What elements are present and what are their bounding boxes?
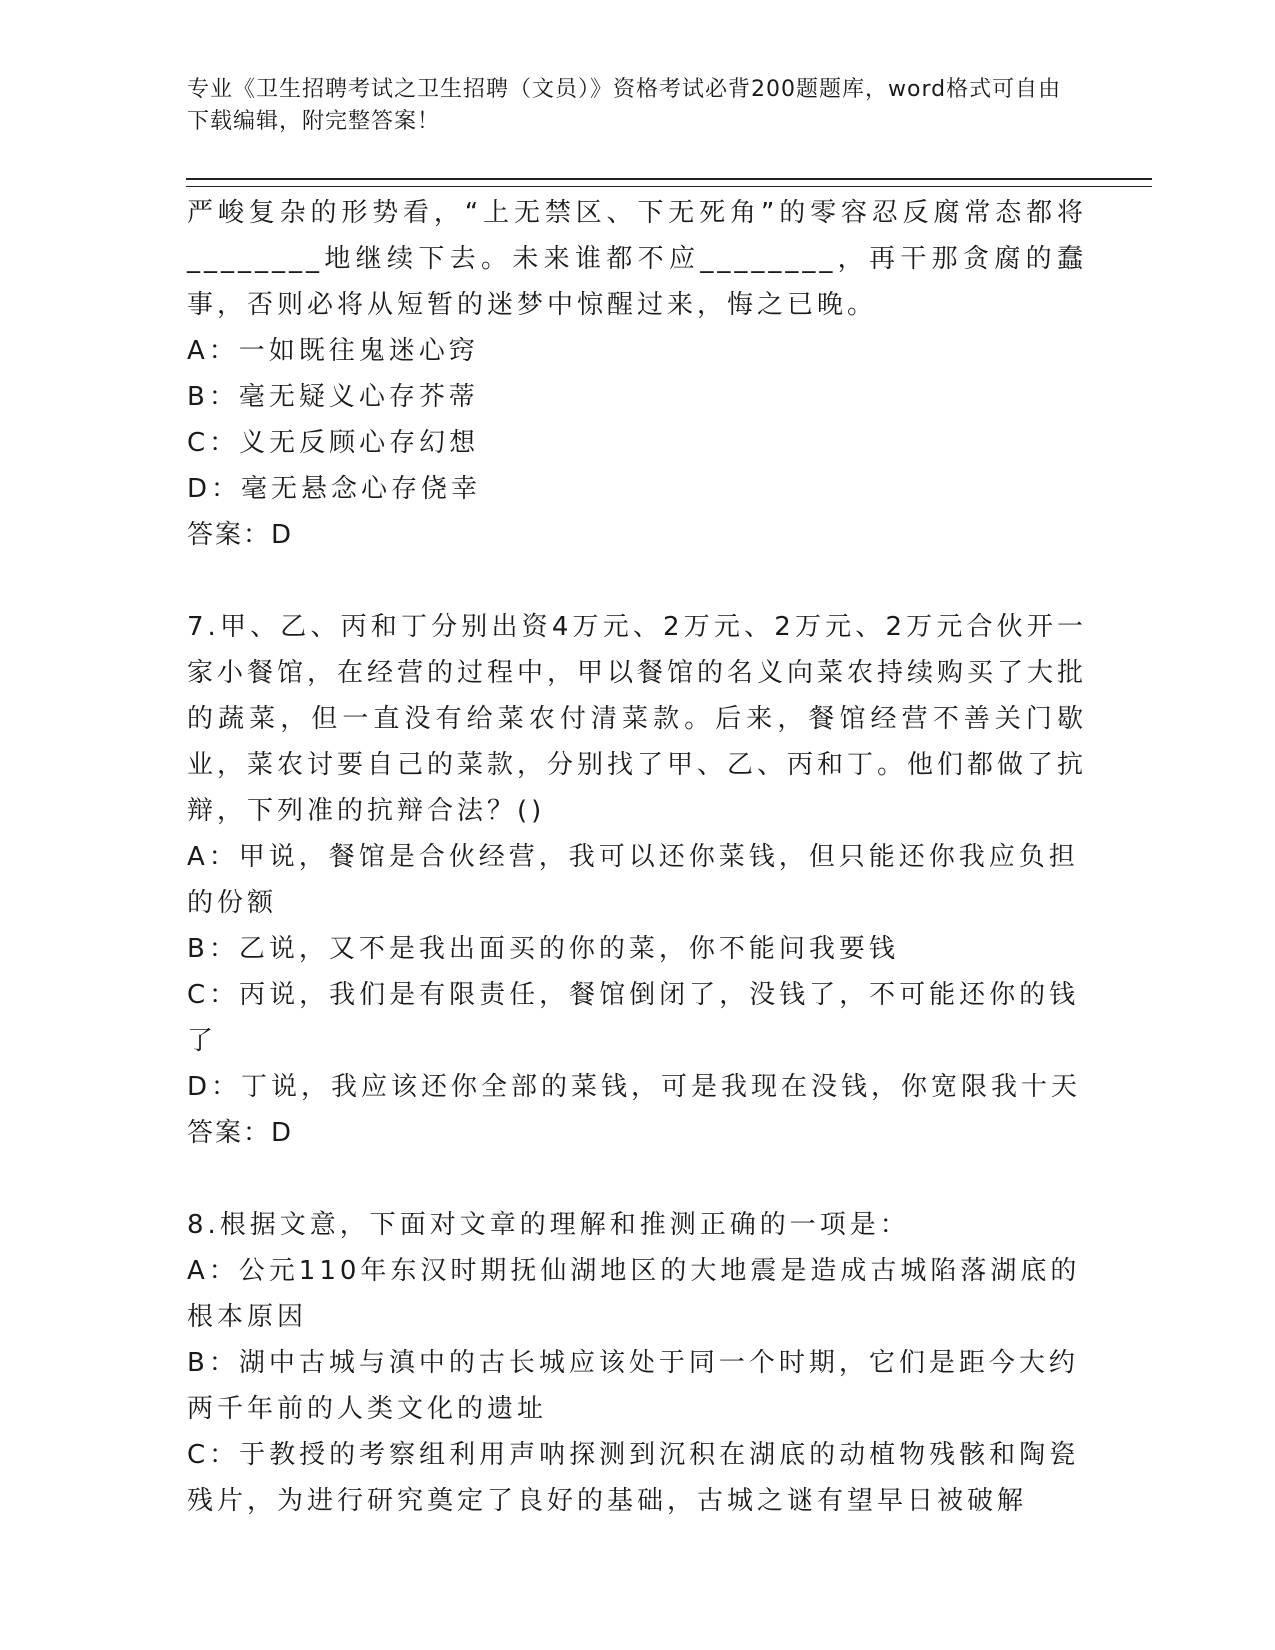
option-a: A：甲说，餐馆是合伙经营，我可以还你菜钱，但只能还你我应负担的份额: [187, 842, 1079, 918]
question-stem: 7.甲、乙、丙和丁分别出资4万元、2万元、2万元、2万元合伙开一家小餐馆，在经营的过程中，甲以餐馆的名义向菜农持续购买了大批的蔬菜，但一直没有给菜农付清菜款。后来，餐馆经营不善关门歇业，菜农讨要自己的菜款，分别找了甲、乙、丙和丁。他们都做了抗辩，下列准的抗辩合法？(): [187, 612, 1088, 826]
answer-line: 答案：D: [187, 520, 294, 550]
answer-line: 答案：D: [187, 1118, 294, 1148]
question-block: [187, 1202, 1087, 1524]
option-d: D：丁说，我应该还你全部的菜钱，可是我现在没钱，你宽限我十天: [187, 1072, 1082, 1102]
page-header: 专业《卫生招聘考试之卫生招聘（文员）》资格考试必背200题题库，word格式可自由下载编辑，附完整答案！: [187, 77, 1062, 134]
question-stem: 严峻复杂的形势看，“上无禁区、下无死角”的零容忍反腐常态都将________地继续下去。未来谁都不应________，再干那贪腐的蠢事，否则必将从短暂的迷梦中惊醒过来，悔之已晚。: [187, 198, 1087, 320]
option-b: B：毫无疑义心存芥蒂: [187, 382, 479, 412]
question-block: [187, 190, 1087, 558]
question-stem: 8.根据文意，下面对文章的理解和推测正确的一项是：: [187, 1210, 910, 1240]
option-c: C：丙说，我们是有限责任，餐馆倒闭了，没钱了，不可能还你的钱了: [187, 980, 1080, 1056]
option-c: C：义无反顾心存幻想: [187, 428, 480, 458]
question-block: [187, 604, 1087, 1156]
header-divider: [186, 178, 1152, 187]
option-b: B：湖中古城与滇中的古长城应该处于同一个时期，它们是距今大约两千年前的人类文化的遗址: [187, 1348, 1079, 1424]
option-b: B：乙说，又不是我出面买的你的菜，你不能问我要钱: [187, 934, 899, 964]
option-a: A：一如既往鬼迷心窍: [187, 336, 479, 366]
option-a: A：公元110年东汉时期抚仙湖地区的大地震是造成古城陷落湖底的根本原因: [187, 1256, 1081, 1332]
document-body: [187, 190, 1087, 1524]
option-c: C：于教授的考察组利用声呐探测到沉积在湖底的动植物残骸和陶瓷残片，为进行研究奠定了良好的基础，古城之谜有望早日被破解: [187, 1440, 1080, 1516]
option-d: D：毫无悬念心存侥幸: [187, 474, 482, 504]
